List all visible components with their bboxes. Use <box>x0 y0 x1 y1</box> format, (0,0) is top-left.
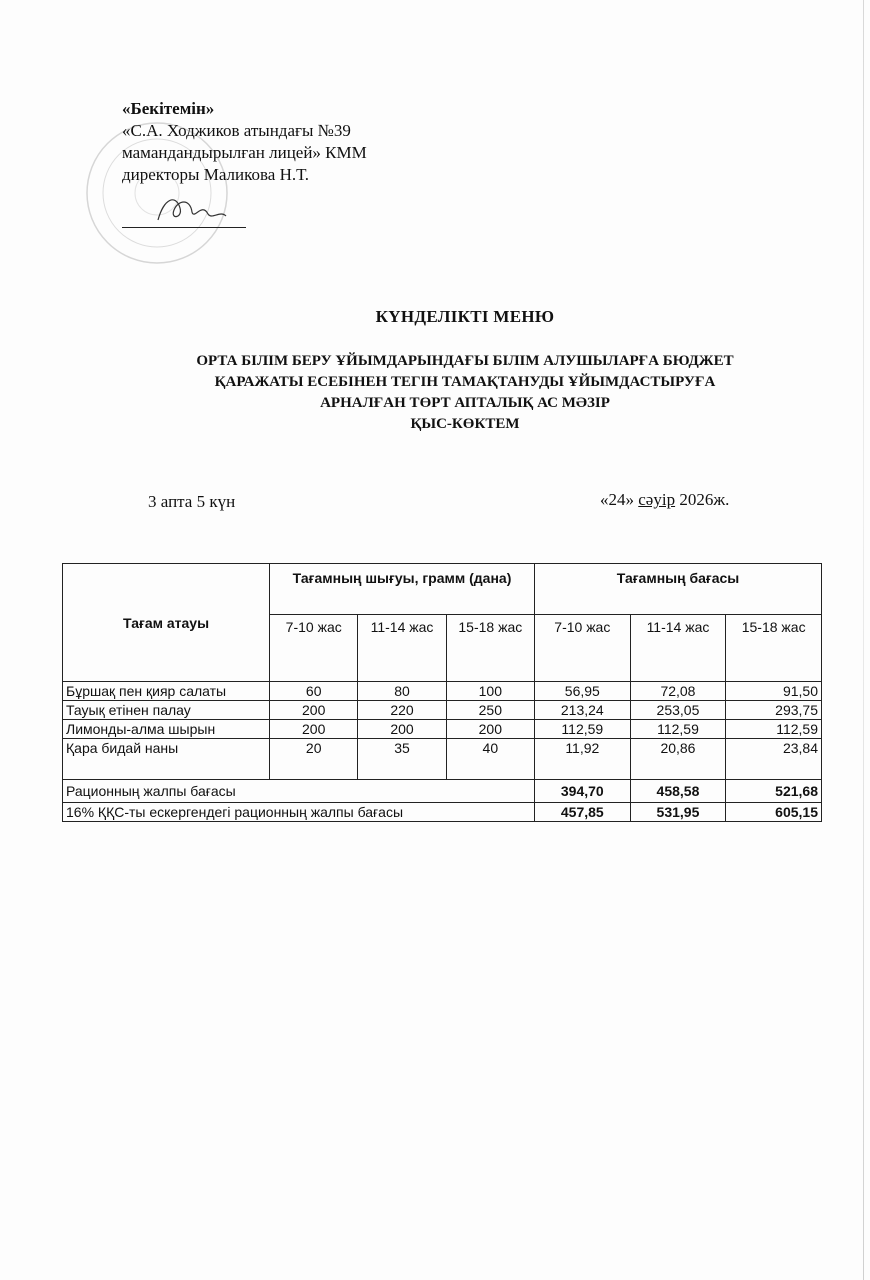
dish-yield: 35 <box>358 739 446 780</box>
header-price-age: 15-18 жас <box>726 615 822 682</box>
dish-price: 11,92 <box>534 739 630 780</box>
page-edge <box>863 0 864 1280</box>
header-yield-age: 7-10 жас <box>270 615 358 682</box>
dish-price: 253,05 <box>630 701 726 720</box>
header-price-age: 7-10 жас <box>534 615 630 682</box>
approval-line-2: мамандандырылған лицей» КММ <box>122 143 367 162</box>
menu-table <box>62 563 822 822</box>
dish-yield: 60 <box>270 682 358 701</box>
header-dish-name: Тағам атауы <box>63 564 270 682</box>
subtitle-line-1: ОРТА БІЛІМ БЕРУ ҰЙЫМДАРЫНДАҒЫ БІЛІМ АЛУШЫЛАРҒА БЮДЖЕТ <box>196 353 734 369</box>
subtitle-line-3: АРНАЛҒАН ТӨРТ АПТАЛЫҚ АС МӘЗІР <box>320 395 610 411</box>
dish-name: Тауық етінен палау <box>63 701 270 720</box>
dish-price: 293,75 <box>726 701 822 720</box>
signature <box>150 190 230 228</box>
header-yield-age: 15-18 жас <box>446 615 534 682</box>
dish-yield: 20 <box>270 739 358 780</box>
dish-price: 91,50 <box>726 682 822 701</box>
table-row <box>63 701 822 720</box>
vat-total-price: 605,15 <box>726 803 822 822</box>
dish-price: 23,84 <box>726 739 822 780</box>
date-month: сәуір <box>638 490 676 509</box>
dish-price: 112,59 <box>630 720 726 739</box>
dish-price: 72,08 <box>630 682 726 701</box>
signature-line <box>122 227 246 228</box>
table-row <box>63 720 822 739</box>
table-row <box>63 682 822 701</box>
dish-yield: 200 <box>270 720 358 739</box>
page-subtitle <box>0 351 870 435</box>
page-title: КҮНДЕЛІКТІ МЕНЮ <box>375 307 555 326</box>
header-price: Тағамның бағасы <box>534 564 821 615</box>
header-yield-age: 11-14 жас <box>358 615 446 682</box>
subtitle-line-4: ҚЫС-КӨКТЕМ <box>410 416 520 432</box>
dish-yield: 80 <box>358 682 446 701</box>
date-label <box>600 490 729 510</box>
approval-line-3: директоры Маликова Н.Т. <box>122 165 310 184</box>
approval-title: «Бекітемін» <box>122 99 215 118</box>
week-day-label: 3 апта 5 күн <box>148 492 236 511</box>
dish-price: 112,59 <box>726 720 822 739</box>
dish-yield: 200 <box>358 720 446 739</box>
total-price: 521,68 <box>726 780 822 803</box>
date-prefix: «24» <box>600 490 639 509</box>
dish-price: 20,86 <box>630 739 726 780</box>
dish-name: Лимонды-алма шырын <box>63 720 270 739</box>
subtitle-line-2: ҚАРАЖАТЫ ЕСЕБІНЕН ТЕГІН ТАМАҚТАНУДЫ ҰЙЫМДАСТЫРУҒА <box>214 374 716 390</box>
date-suffix: 2026ж. <box>675 490 730 509</box>
approval-block <box>122 98 482 186</box>
dish-yield: 40 <box>446 739 534 780</box>
table-row <box>63 739 822 780</box>
header-price-age: 11-14 жас <box>630 615 726 682</box>
vat-total-price: 457,85 <box>534 803 630 822</box>
vat-total-label: 16% ҚҚС-ты ескергендегі рационның жалпы бағасы <box>63 803 535 822</box>
dish-name: Бұршақ пен қияр салаты <box>63 682 270 701</box>
dish-yield: 200 <box>270 701 358 720</box>
total-label: Рационның жалпы бағасы <box>63 780 535 803</box>
approval-line-1: «С.А. Ходжиков атындағы №39 <box>122 121 351 140</box>
dish-yield: 200 <box>446 720 534 739</box>
dish-price: 112,59 <box>534 720 630 739</box>
dish-price: 56,95 <box>534 682 630 701</box>
dish-yield: 220 <box>358 701 446 720</box>
total-row <box>63 780 822 803</box>
total-price: 458,58 <box>630 780 726 803</box>
vat-total-price: 531,95 <box>630 803 726 822</box>
vat-total-row <box>63 803 822 822</box>
dish-price: 213,24 <box>534 701 630 720</box>
total-price: 394,70 <box>534 780 630 803</box>
dish-yield: 100 <box>446 682 534 701</box>
dish-name: Қара бидай наны <box>63 739 270 780</box>
header-yield: Тағамның шығуы, грамм (дана) <box>270 564 535 615</box>
dish-yield: 250 <box>446 701 534 720</box>
